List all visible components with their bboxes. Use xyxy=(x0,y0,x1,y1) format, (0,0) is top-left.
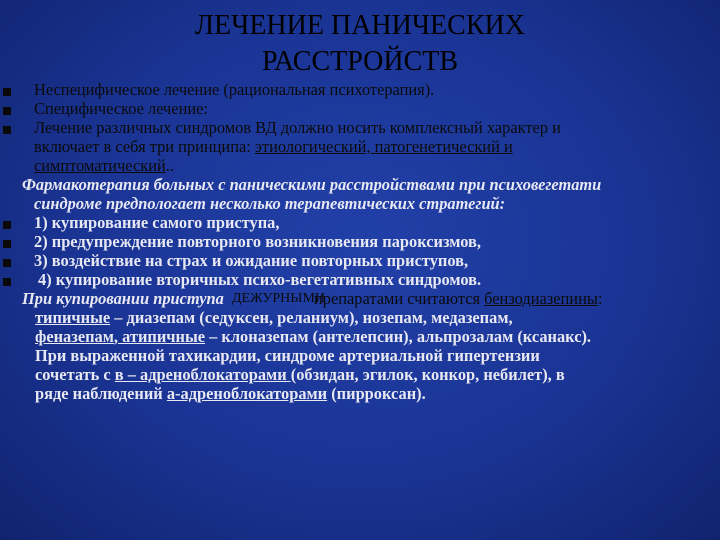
paragraph-line xyxy=(0,384,720,403)
drug-text: феназепам xyxy=(35,327,114,346)
bullet-item xyxy=(0,99,720,118)
item-text: Специфическое лечение: xyxy=(34,99,208,118)
paragraph-text: (пирроксан). xyxy=(327,384,426,403)
item-text: 2) предупреждение повторного возникновения пароксизмов, xyxy=(34,232,481,251)
paragraph-text: (обзидан, эгилок, конкор, небилет), в xyxy=(290,365,565,384)
overlapping-text: ДЕЖУРНЫМИ xyxy=(232,291,326,306)
drug-class-text: а-адреноблокаторами xyxy=(166,384,328,403)
strategy-item xyxy=(0,232,720,251)
item-text: 4) купирование вторичных психо-вегетативных синдромов. xyxy=(38,270,482,289)
title-line-2: РАССТРОЙСТВ xyxy=(261,46,459,77)
title-line-1: ЛЕЧЕНИЕ ПАНИЧЕСКИХ xyxy=(195,10,525,41)
paragraph-text: – диазепам (седуксен, реланиум), нозепам, медазепам, xyxy=(110,308,513,327)
square-bullet-icon xyxy=(3,88,11,96)
slide-content xyxy=(0,80,720,403)
strategy-item xyxy=(0,251,720,270)
item-text: 3) воздействие на страх и ожидание повторных приступов, xyxy=(34,251,469,270)
square-bullet-icon xyxy=(3,221,11,229)
drug-type-text: типичные xyxy=(35,308,111,327)
item-continuation xyxy=(0,156,720,175)
heading-text: синдроме предпологает несколько терапевтических стратегий: xyxy=(34,194,506,213)
strategy-item xyxy=(0,213,720,232)
paragraph-line xyxy=(0,327,720,346)
paragraph-line xyxy=(0,365,720,384)
item-text: Лечение различных синдромов ВД должно носить комплексный характер и xyxy=(34,118,561,137)
paragraph-text: При купировании приступа xyxy=(22,289,224,308)
paragraph-text: препаратами считаются xyxy=(314,289,485,308)
item-text: включает в себя три принципа: xyxy=(34,137,255,156)
paragraph-text: сочетать с xyxy=(35,365,115,384)
pharmacotherapy-heading xyxy=(0,175,720,194)
principles-text: этиологический, патогенетический и xyxy=(254,137,513,156)
paragraph-text: – клоназепам (антелепсин), альпрозалам (ксанакс). xyxy=(205,327,592,346)
paragraph-line xyxy=(0,308,720,327)
drug-type-text: , атипичные xyxy=(113,327,206,346)
drug-class-text: в – адреноблокаторами xyxy=(114,365,291,384)
principle-text: симптоматический xyxy=(34,156,166,175)
square-bullet-icon xyxy=(3,278,11,286)
heading-text: Фармакотерапия больных с паническими расстройствами при психовегетати xyxy=(22,175,602,194)
square-bullet-icon xyxy=(3,240,11,248)
item-text: .. xyxy=(165,156,174,175)
paragraph-line xyxy=(0,346,720,365)
bullet-item xyxy=(0,118,720,137)
item-text: 1) купирование самого приступа, xyxy=(34,213,280,232)
square-bullet-icon xyxy=(3,107,11,115)
slide-title xyxy=(120,8,600,80)
item-continuation xyxy=(0,137,720,156)
paragraph-text: : xyxy=(597,289,603,308)
strategy-item xyxy=(0,270,720,289)
square-bullet-icon xyxy=(3,126,11,134)
bullet-item xyxy=(0,80,720,99)
square-bullet-icon xyxy=(3,259,11,267)
paragraph-text: При выраженной тахикардии, синдроме артериальной гипертензии xyxy=(35,346,540,365)
paragraph-line xyxy=(0,289,720,308)
drug-class-text: бензодиазепины xyxy=(484,289,598,308)
paragraph-text: ряде наблюдений xyxy=(35,384,167,403)
item-text: Неспецифическое лечение (рациональная психотерапия). xyxy=(34,80,435,99)
pharmacotherapy-heading xyxy=(0,194,720,213)
